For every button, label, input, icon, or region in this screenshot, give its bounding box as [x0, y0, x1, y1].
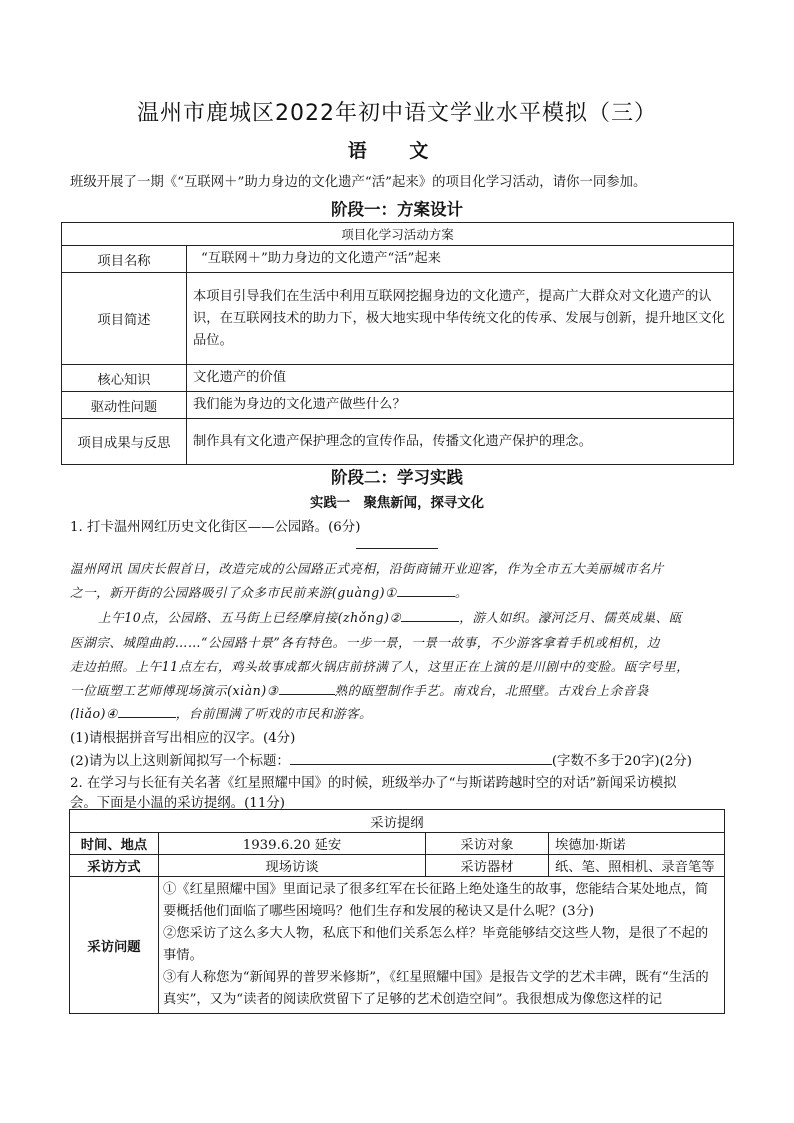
plan-value: 制作具有文化遗产保护理念的宣传作品，传播文化遗产保护的理念。: [187, 419, 734, 465]
interview-label: 采访对象: [426, 833, 549, 855]
plan-table: [61, 222, 734, 465]
headline-blank[interactable]: [356, 548, 438, 549]
plan-label: 项目名称: [62, 246, 187, 273]
interview-label: 采访方式: [70, 855, 159, 877]
news-line: 走边拍照。上午11点左右，鸡头故事成都火锅店前挤满了人，这里正在上演的是川剧中的变脸。瓯字号里，: [70, 659, 690, 674]
answer-blank-3[interactable]: [279, 681, 335, 695]
news-line: 温州网讯 国庆长假首日，改造完成的公园路正式亮相，沿街商铺开业迎客，作为全市五大美丽城市名片: [70, 561, 664, 576]
question-2-cont: 会。下面是小温的采访提纲。(11分): [70, 796, 285, 811]
interview-value: 1939.6.20 延安: [159, 833, 426, 855]
stage2-heading: 阶段二：学习实践: [331, 468, 463, 487]
plan-value: 我们能为身边的文化遗产做些什么？: [187, 392, 734, 419]
plan-value: 文化遗产的价值: [187, 365, 734, 392]
question-1: 1. 打卡温州网红历史文化街区——公园路。(6分): [70, 520, 361, 535]
title-answer-blank[interactable]: [290, 751, 552, 765]
news-line: 医湖宗、城隍曲韵……“公园路十景”各有特色。一步一景，一景一故事，不少游客拿着手机或相机，边: [70, 635, 661, 650]
news-line: 之一，新开街的公园路吸引了众多市民前来游(guàng)① 。: [70, 585, 468, 600]
plan-label: 项目简述: [62, 273, 187, 365]
interview-table: [69, 809, 725, 1014]
plan-label: 核心知识: [62, 365, 187, 392]
answer-blank-2[interactable]: [401, 608, 459, 622]
interview-question: ①《红星照耀中国》里面记录了很多红军在长征路上绝处逢生的故事，您能结合某处地点，简要概括他们面临了哪些困境吗？他们生存和发展的秘诀又是什么呢？(3分): [163, 882, 709, 919]
interview-value: 埃德加·斯诺: [549, 833, 725, 855]
news-line: 一位瓯塑工艺师傅现场演示(xiàn)③ 熟的瓯塑制作手艺。南戏台，北照壁。古戏台上余音袅: [70, 683, 649, 698]
page-title: 温州市鹿城区2022年初中语文学业水平模拟（三）: [137, 101, 657, 126]
interview-value: 现场访谈: [159, 855, 426, 877]
interview-value: 纸、笔、照相机、录音笔等: [549, 855, 725, 877]
answer-blank-1[interactable]: [397, 583, 455, 597]
plan-value: “互联网＋”助力身边的文化遗产“活”起来: [187, 246, 734, 273]
intro-text: 班级开展了一期《“互联网＋”助力身边的文化遗产“活”起来》的项目化学习活动，请你一同参加。: [70, 175, 647, 190]
answer-blank-4[interactable]: [118, 704, 176, 718]
subject-heading: 语 文: [347, 140, 447, 162]
plan-label: 驱动性问题: [62, 392, 187, 419]
sub-question-2: (2)请为以上这则新闻拟写一个标题： (字数不多于20字)(2分): [70, 750, 692, 769]
interview-label: 采访器材: [426, 855, 549, 877]
sub-question-1: (1)请根据拼音写出相应的汉字。(4分): [70, 731, 296, 746]
news-line: (liǎo)④ ，台前围满了听戏的市民和游客。: [70, 706, 373, 721]
question-2: 2. 在学习与长征有关名著《红星照耀中国》的时候，班级举办了“与斯诺跨越时空的对话”新闻采访模拟: [70, 776, 677, 791]
interview-question: ③有人称您为“新闻界的普罗米修斯”，《红星照耀中国》是报告文学的艺术丰碑，既有“生活的真实”，又为“读者的阅读欣赏留下了足够的艺术创造空间”。我很想成为像您这样的记: [163, 970, 709, 1007]
interview-question: ②您采访了这么多大人物，私底下和他们关系怎么样？毕竟能够结交这些人物，是很了不起的事情。: [163, 926, 709, 963]
interview-title: 采访提纲: [70, 810, 725, 833]
news-line: 上午10点，公园路、五马街上已经摩肩接(zhǒng)② ，游人如织。濠河泛月、儒英成巢、瓯: [98, 610, 682, 625]
plan-label: 项目成果与反思: [62, 419, 187, 465]
stage1-heading: 阶段一：方案设计: [331, 200, 463, 219]
plan-table-title: 项目化学习活动方案: [62, 223, 734, 246]
interview-questions: [159, 877, 725, 1014]
interview-label: 采访问题: [70, 877, 159, 1014]
interview-label: 时间、地点: [70, 833, 159, 855]
plan-value: 本项目引导我们在生活中利用互联网挖掘身边的文化遗产，提高广大群众对文化遗产的认识，在互联网技术的助力下，极大地实现中华传统文化的传承、发展与创新，提升地区文化品位。: [187, 273, 734, 365]
practice1-heading: 实践一 聚焦新闻，探寻文化: [309, 495, 485, 511]
